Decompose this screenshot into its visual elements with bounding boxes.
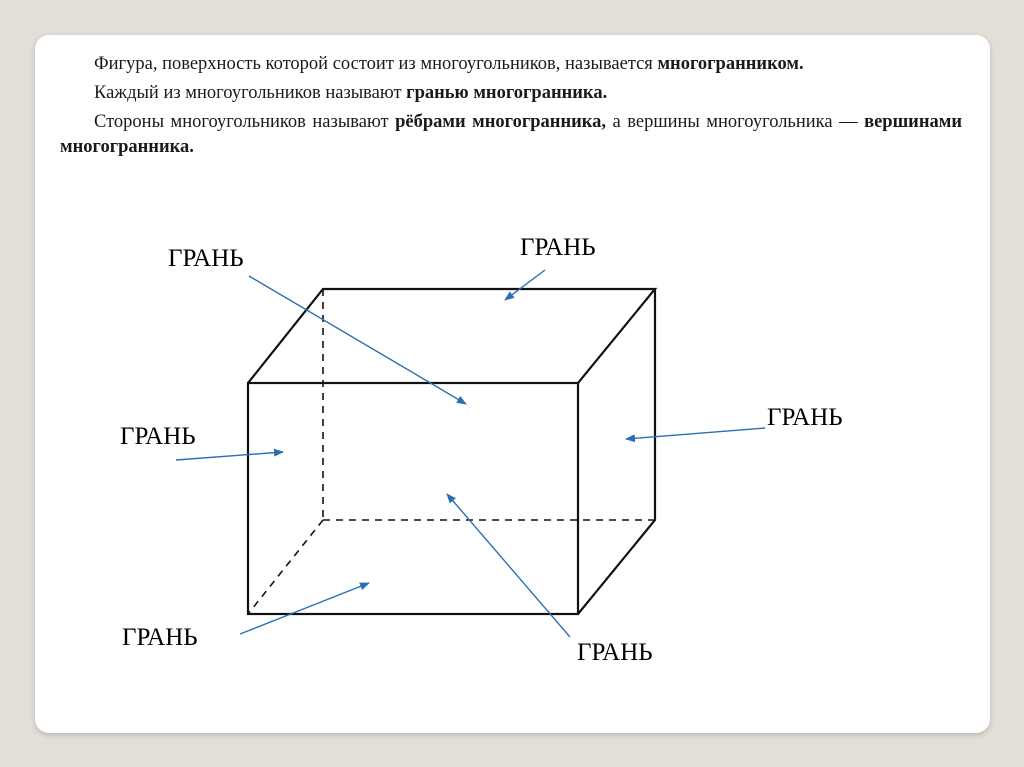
hidden-edges xyxy=(248,289,655,614)
paragraph-2-text: Каждый из многоугольников называют xyxy=(94,83,407,103)
label-face-top-right: ГРАНЬ xyxy=(520,234,596,261)
front-face-edges xyxy=(248,383,578,614)
paragraph-3-text-b: а вершины многоугольника — xyxy=(606,112,865,132)
top-face-edges xyxy=(248,289,655,383)
term-face: гранью многогранника. xyxy=(406,83,608,103)
term-polyhedron: многогранником. xyxy=(657,54,804,74)
hidden-edge-diagonal xyxy=(248,520,323,614)
label-face-top-left: ГРАНЬ xyxy=(168,245,244,272)
face-arrows xyxy=(176,270,765,637)
arrow-mid-right xyxy=(626,428,765,439)
arrow-top-right xyxy=(505,270,545,300)
paragraph-1-text: Фигура, поверхность которой состоит из многоугольников, называется xyxy=(94,54,658,74)
visible-edges xyxy=(248,289,655,614)
term-edges: рёбрами многогранника, xyxy=(395,112,607,132)
arrow-bottom-left xyxy=(240,583,369,634)
right-face-edges xyxy=(578,289,655,614)
arrow-bottom-right xyxy=(447,494,570,637)
term-vertices: вершинами многогранника. xyxy=(60,112,963,157)
label-face-mid-left: ГРАНЬ xyxy=(120,423,196,450)
label-face-mid-right: ГРАНЬ xyxy=(767,404,843,431)
paragraph-3-text-a: Стороны многоугольников называют xyxy=(94,112,396,132)
arrow-mid-left xyxy=(176,452,283,460)
label-face-bottom-left: ГРАНЬ xyxy=(122,624,198,651)
label-face-bottom-right: ГРАНЬ xyxy=(577,639,653,666)
